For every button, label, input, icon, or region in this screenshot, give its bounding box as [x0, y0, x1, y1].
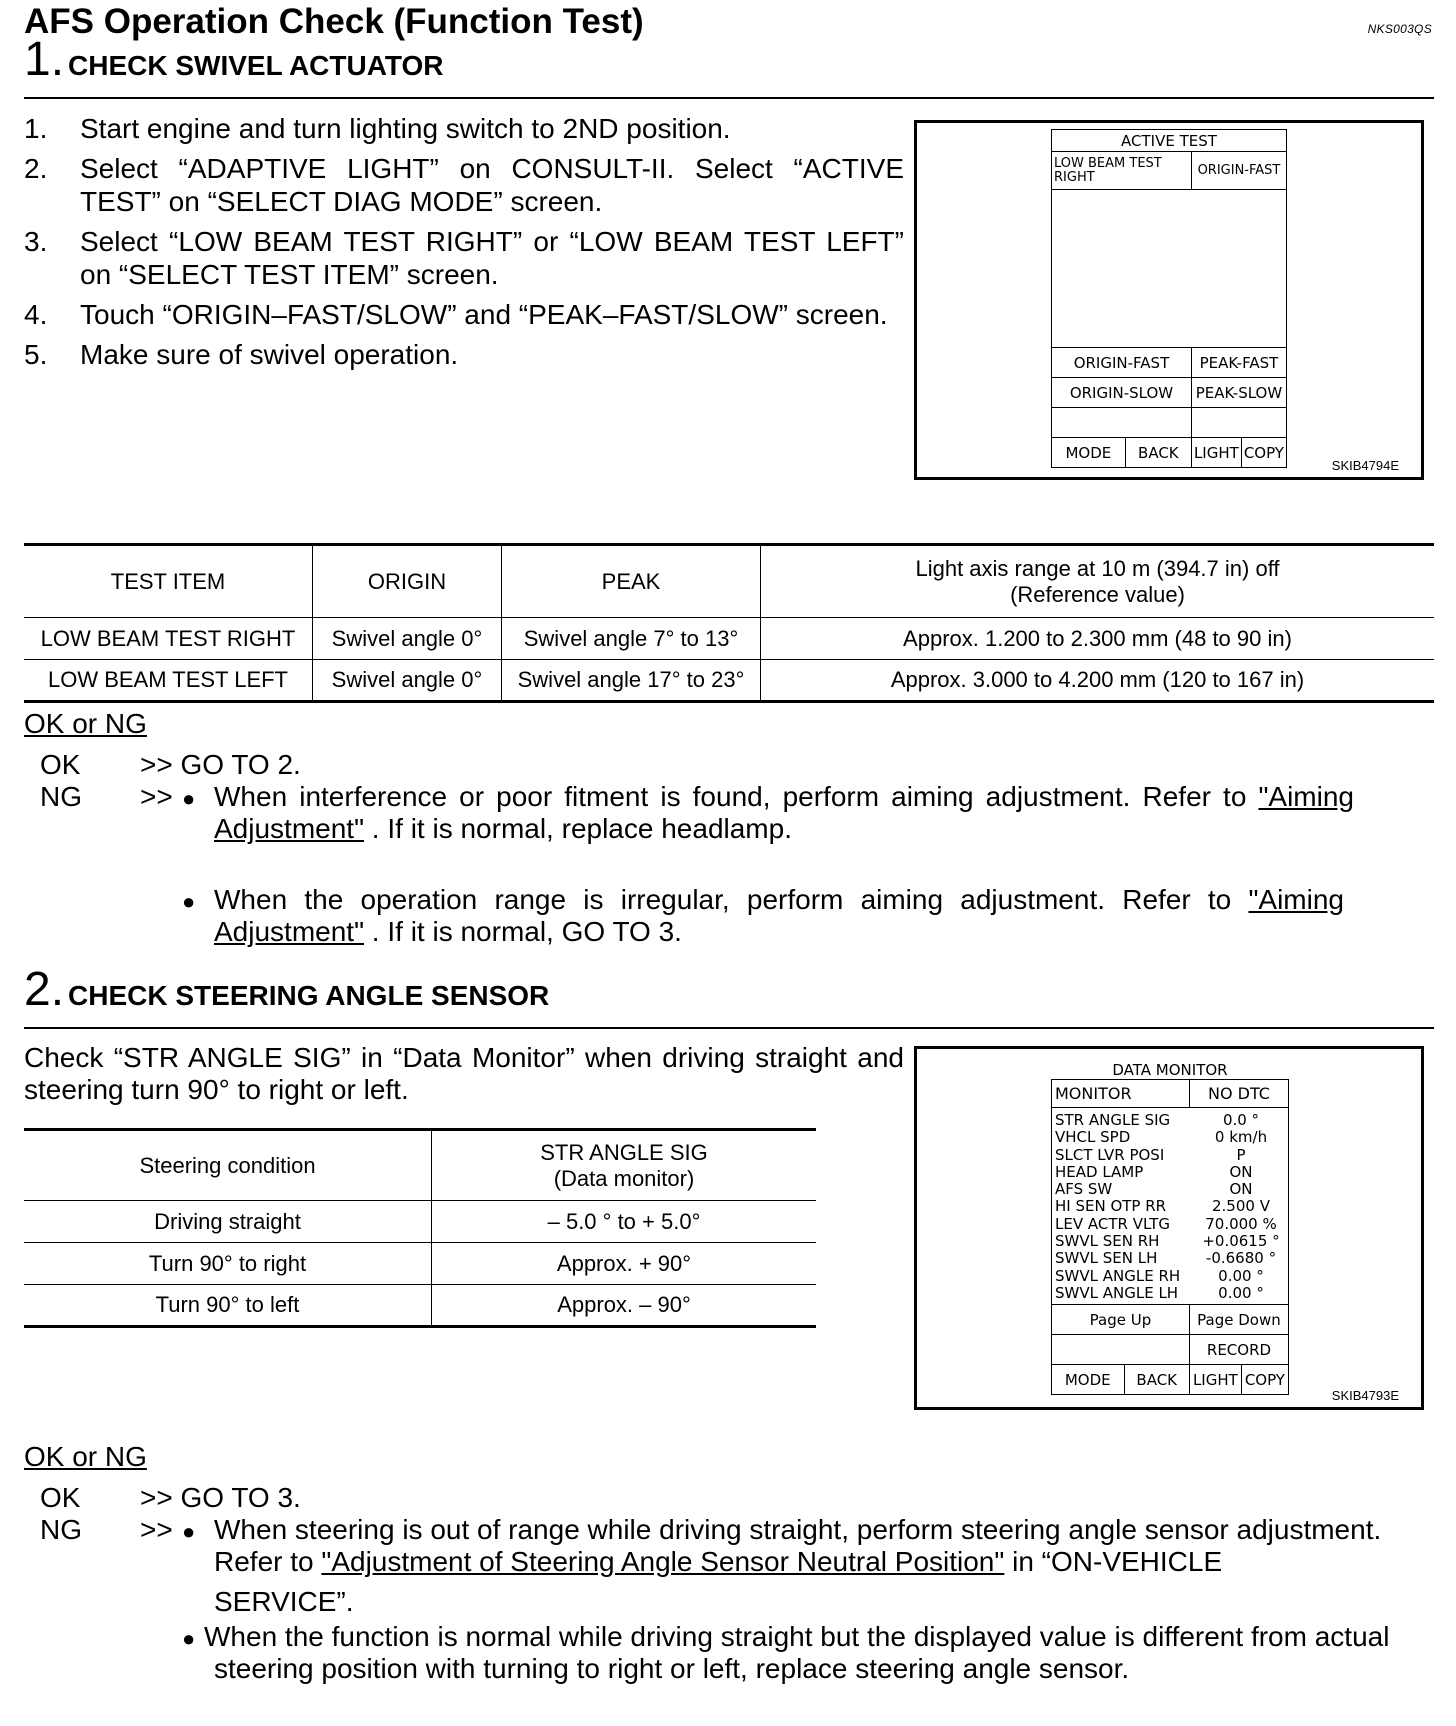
empty-cell: [1191, 408, 1286, 438]
steering-sensor-adjustment-link[interactable]: "Adjustment of Steering Angle Sensor Neutral Position": [321, 1546, 1005, 1577]
steering-angle-table: [24, 1128, 816, 1328]
monitor-item-value: 0.0 °: [1222, 1111, 1260, 1129]
monitor-item: [1055, 1216, 1285, 1233]
step-1-instructions: [24, 112, 904, 378]
figure-code: SKIB4794E: [1331, 458, 1399, 473]
monitor-item-name: VHCL SPD: [1055, 1128, 1131, 1147]
monitor-item-value: P: [1236, 1145, 1246, 1164]
step-2-number: 2.: [24, 963, 65, 1016]
ng-action-1: When interference or poor fitment is found, perform aiming adjustment. Refer to "Aiming Adjustment" . If it is normal, replace headlamp.: [214, 781, 1354, 844]
monitor-item: [1055, 1250, 1285, 1267]
table-header: Steering condition: [24, 1130, 432, 1201]
light-button[interactable]: LIGHT: [1189, 1365, 1241, 1395]
step-2-intro: Check “STR ANGLE SIG” in “Data Monitor” when driving straight and steering turn 90° to right or left.: [24, 1042, 904, 1105]
ng-action-1-line-1: When steering is out of range while driving straight, perform steering angle sensor adjustment.: [214, 1514, 1382, 1545]
table-row: LOW BEAM TEST RIGHT Swivel angle 0° Swivel angle 7° to 13° Approx. 1.200 to 2.300 mm (48 to 90 in): [24, 618, 1434, 660]
table-header: ORIGIN: [313, 545, 502, 618]
monitor-item-name: STR ANGLE SIG: [1055, 1111, 1171, 1129]
instruction-item: 2. Select “ADAPTIVE LIGHT” on CONSULT-II. Select “ACTIVE TEST” on “SELECT DIAG MODE” screen.: [24, 153, 904, 217]
back-button[interactable]: BACK: [1125, 438, 1191, 468]
test-item-value: ORIGIN-FAST: [1191, 152, 1286, 190]
bullet-icon: ●: [182, 786, 196, 811]
monitor-item-name: SWVL SEN RH: [1055, 1232, 1160, 1251]
ok-or-ng-label: OK or NG: [24, 708, 147, 739]
monitor-item-value: 0 km/h: [1214, 1128, 1268, 1147]
ng-action-1-line-2: Refer to "Adjustment of Steering Angle Sensor Neutral Position" in “ON-VEHICLE: [214, 1546, 1223, 1577]
test-item-name: LOW BEAM TEST RIGHT: [1052, 152, 1192, 190]
bullet-icon: ●: [182, 889, 196, 914]
section-divider: [24, 1027, 1434, 1029]
ok-result-row: OK >> GO TO 3.: [40, 1482, 301, 1513]
step-1-number: 1.: [24, 33, 65, 86]
table-row: Turn 90° to left Approx. – 90°: [24, 1285, 816, 1327]
monitor-item-list: [1052, 1108, 1289, 1305]
record-button[interactable]: RECORD: [1189, 1335, 1288, 1365]
monitor-item-value: ON: [1229, 1162, 1253, 1181]
monitor-item-value: +0.0615 °: [1202, 1232, 1280, 1251]
monitor-item: [1055, 1147, 1285, 1164]
instruction-item: 5. Make sure of swivel operation.: [24, 339, 459, 370]
active-test-title: ACTIVE TEST: [1052, 130, 1287, 152]
no-dtc-label: NO DTC: [1189, 1080, 1288, 1108]
data-monitor-screen: [1051, 1079, 1289, 1395]
monitor-item: [1055, 1198, 1285, 1215]
instruction-item: 3. Select “LOW BEAM TEST RIGHT” or “LOW BEAM TEST LEFT” on “SELECT TEST ITEM” screen.: [24, 226, 904, 290]
monitor-item: [1055, 1164, 1285, 1181]
active-test-figure: [914, 120, 1424, 480]
copy-button[interactable]: COPY: [1241, 1365, 1288, 1395]
mode-button[interactable]: MODE: [1052, 438, 1126, 468]
ng-action-2: When the operation range is irregular, perform aiming adjustment. Refer to "Aiming Adjustment" . If it is normal, GO TO 3.: [214, 884, 1344, 947]
ok-or-ng-label: OK or NG: [24, 1441, 147, 1472]
origin-slow-button[interactable]: ORIGIN-SLOW: [1052, 378, 1192, 408]
monitor-item-value: ON: [1229, 1180, 1253, 1199]
step-1-title: CHECK SWIVEL ACTUATOR: [68, 50, 444, 81]
ok-result-row: OK >> GO TO 2.: [40, 749, 301, 780]
monitor-item: [1055, 1285, 1285, 1302]
page-up-button[interactable]: Page Up: [1052, 1305, 1190, 1335]
ng-action-2-line-2: steering position with turning to right or left, replace steering angle sensor.: [214, 1653, 1130, 1684]
table-row: LOW BEAM TEST LEFT Swivel angle 0° Swivel angle 17° to 23° Approx. 3.000 to 4.200 mm (120 to 167 in): [24, 660, 1434, 702]
step-1-heading: [24, 33, 444, 86]
table-row: Turn 90° to right Approx. + 90°: [24, 1243, 816, 1285]
light-button[interactable]: LIGHT: [1191, 438, 1241, 468]
peak-fast-button[interactable]: PEAK-FAST: [1191, 348, 1286, 378]
monitor-item: [1055, 1129, 1285, 1146]
data-monitor-title: DATA MONITOR: [1112, 1061, 1228, 1079]
monitor-item-name: SWVL ANGLE RH: [1055, 1266, 1181, 1285]
table-row: Driving straight – 5.0 ° to + 5.0°: [24, 1201, 816, 1243]
back-button[interactable]: BACK: [1124, 1365, 1189, 1395]
table-header: Light axis range at 10 m (394.7 in) off (Reference value): [915, 555, 1280, 607]
monitor-item-value: 0.00 °: [1218, 1283, 1264, 1302]
bullet-icon: ●: [182, 1626, 196, 1651]
monitor-item-name: SWVL SEN LH: [1055, 1249, 1158, 1268]
table-header: PEAK: [502, 545, 761, 618]
monitor-item-name: LEV ACTR VLTG: [1055, 1214, 1171, 1233]
ng-result-row: NG >>: [40, 1514, 173, 1545]
table-header: STR ANGLE SIG (Data monitor): [540, 1139, 708, 1191]
empty-cell: [1052, 1335, 1190, 1365]
monitor-item-name: AFS SW: [1055, 1180, 1113, 1199]
monitor-item-name: HEAD LAMP: [1055, 1162, 1144, 1181]
section-divider: [24, 97, 1434, 99]
monitor-item: [1055, 1112, 1285, 1129]
monitor-label: MONITOR: [1052, 1080, 1190, 1108]
ng-action-2-line-1: When the function is normal while driving straight but the displayed value is different from actual: [204, 1621, 1390, 1652]
aiming-adjustment-link[interactable]: "Aiming Adjustment": [214, 884, 1344, 947]
ng-action-1-line-3: SERVICE”.: [214, 1586, 354, 1617]
data-monitor-figure: [914, 1046, 1424, 1410]
peak-slow-button[interactable]: PEAK-SLOW: [1191, 378, 1286, 408]
monitor-item-name: SWVL ANGLE LH: [1055, 1283, 1179, 1302]
document-code: NKS003QS: [1367, 22, 1432, 36]
page-down-button[interactable]: Page Down: [1189, 1305, 1288, 1335]
table-header: TEST ITEM: [24, 545, 313, 618]
monitor-item-value: 0.00 °: [1218, 1266, 1264, 1285]
monitor-item-value: 70.000 %: [1205, 1214, 1277, 1233]
monitor-item: [1055, 1268, 1285, 1285]
empty-cell: [1052, 408, 1192, 438]
monitor-item-name: HI SEN OTP RR: [1055, 1197, 1167, 1216]
active-test-screen: [1051, 129, 1287, 468]
monitor-item-name: SLCT LVR POSI: [1055, 1145, 1165, 1164]
page-title: AFS Operation Check (Function Test): [24, 2, 644, 41]
instruction-item: 4. Touch “ORIGIN–FAST/SLOW” and “PEAK–FAST/SLOW” screen.: [24, 299, 888, 330]
monitor-item-value: -0.6680 °: [1205, 1249, 1277, 1268]
figure-code: SKIB4793E: [1331, 1388, 1399, 1403]
monitor-items: [1055, 1112, 1285, 1302]
bullet-icon: ●: [182, 1519, 196, 1544]
step-2-title: CHECK STEERING ANGLE SENSOR: [68, 980, 550, 1011]
step-2-heading: [24, 963, 550, 1016]
mode-button[interactable]: MODE: [1052, 1365, 1125, 1395]
ng-result-row: NG >>: [40, 781, 173, 812]
origin-fast-button[interactable]: ORIGIN-FAST: [1052, 348, 1192, 378]
swivel-spec-table: [24, 543, 1434, 703]
aiming-adjustment-link[interactable]: "Aiming Adjustment": [214, 781, 1354, 844]
monitor-item: [1055, 1233, 1285, 1250]
screen-display-area: [1052, 190, 1287, 348]
copy-button[interactable]: COPY: [1241, 438, 1286, 468]
monitor-item: [1055, 1181, 1285, 1198]
instruction-item: 1. Start engine and turn lighting switch to 2ND position.: [24, 113, 731, 144]
monitor-item-value: 2.500 V: [1212, 1197, 1270, 1216]
